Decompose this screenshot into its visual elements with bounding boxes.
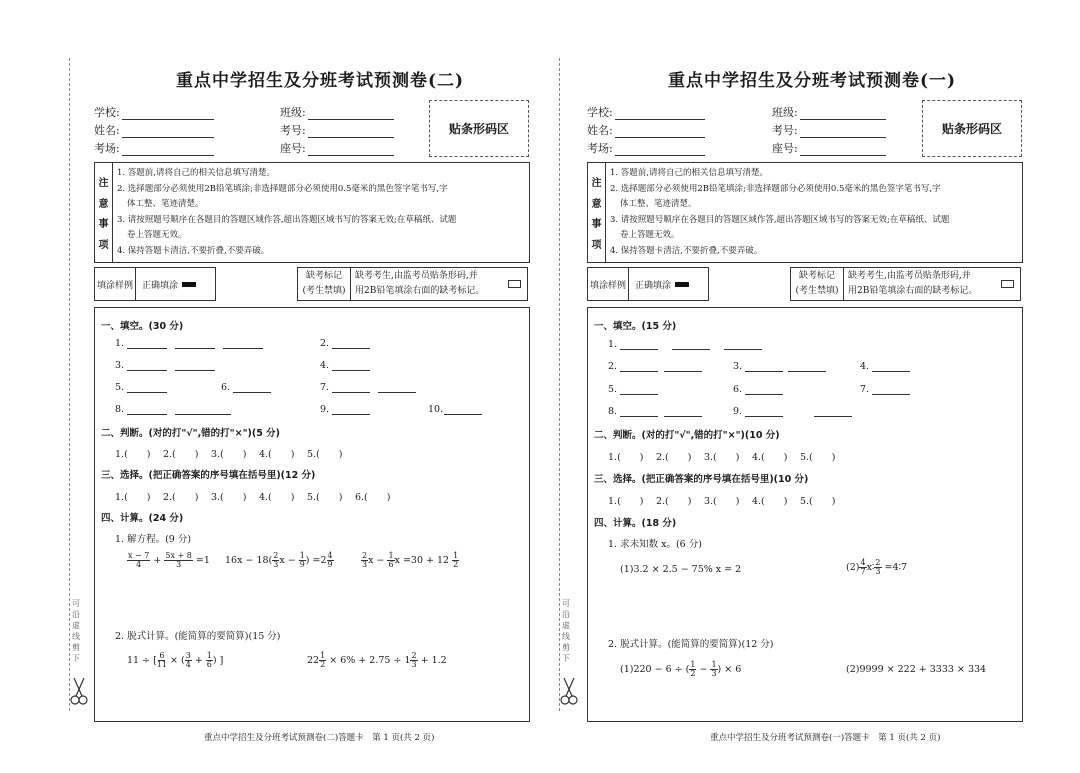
answer-area: 一、填空。(30 分) 1. 2. 3. 4. 5. 6. 7. 8. 9. 10. 二、判断。(对的打"√",错的打"×")(5 分) 1.( ) 2.( ) 3.( ) 4.( ) 5.( ) 三、选择。(把正确答案的序号填在括号里)(12 分) 1.( ) 2.( ) 3.( ) 4.( ) 5.( ) 6.( ) 四、计算。(24 分) 1. 解方程。(9 分) $\frac{x - 7}{4}$ + $\frac{5x + 8}{3}$ =1 16x − 18( $\frac{2}{3}$ x − $\frac{1}{9}$ ) =2 $\frac{4}{9}$ $\frac{2}{3}$ x − $\frac{1}{6}$ x =30 + 12 $\frac{1}{2}$ 2. 脱式计算。(能简算的要简算)(15 分) 11 ÷ [ $\frac{6}{11}$ × ( $\frac{3}{4}$ + $\frac{1}{6}$ ) ] 22 $\frac{1}{2}$ × 6% + 2.75 ÷ 1 $\frac{2}{3}$ + 1.2 bbox=[94, 307, 530, 722]
notice-box bbox=[94, 162, 530, 263]
barcode-area: 贴条形码区 bbox=[922, 100, 1022, 157]
fill-sample: 填涂样例 正确填涂 bbox=[94, 267, 216, 301]
notice-items: 1. 答题前,请将自己的相关信息填写清楚。 2. 选择题部分必须使用2B铅笔填涂;非选择题部分必须使用0.5毫米的黑色签字笔书写,字 体工整、笔迹清楚。 3. 请按照题号顺序在各题目的答题区域作答,超出答题区域书写的答案无效;在草稿纸、试题 卷上答题无效。 4. 保持答题卡清洁,不要折叠,不要弄破。 bbox=[117, 168, 457, 256]
class-field[interactable]: 班级: bbox=[772, 104, 886, 120]
equation-1: $\frac{x - 7}{4}$ + $\frac{5x + 8}{3}$ =1 bbox=[128, 551, 210, 569]
page-title: 重点中学招生及分班考试预测卷(二) bbox=[176, 71, 465, 91]
fill-sample: 填涂样例 正确填涂 bbox=[587, 267, 709, 301]
section-true-false: 二、判断。(对的打"√",错的打"×")(10 分) bbox=[594, 430, 780, 441]
calc-1: (1)220 − 6 ÷ ( $\frac{1}{2}$ − $\frac{1}{3}$ ) × 6 bbox=[620, 660, 742, 678]
notice-label: 注 意 事 项 bbox=[95, 163, 113, 262]
calc-2: 22 $\frac{1}{2}$ × 6% + 2.75 ÷ 1 $\frac{2}{3}$ + 1.2 bbox=[307, 651, 447, 669]
room-field[interactable]: 考场: bbox=[587, 140, 705, 156]
section-choice: 三、选择。(把正确答案的序号填在括号里)(12 分) bbox=[101, 470, 316, 481]
barcode-area: 贴条形码区 bbox=[429, 100, 529, 157]
equation-2: (2) $\frac{4}{7}$ x∶ $\frac{2}{3}$ =4∶7 bbox=[846, 558, 908, 576]
fill-sample-row bbox=[94, 267, 528, 301]
equation-3: $\frac{2}{3}$ x − $\frac{1}{6}$ x =30 + 12 $\frac{1}{2}$ bbox=[362, 551, 459, 569]
section-choice: 三、选择。(把正确答案的序号填在括号里)(10 分) bbox=[594, 474, 809, 485]
exam-no-field[interactable]: 考号: bbox=[280, 122, 394, 138]
equation-1: (1)3.2 × 2.5 − 75% x = 2 bbox=[620, 564, 742, 575]
filled-mark bbox=[675, 282, 689, 287]
notice-box bbox=[587, 162, 1023, 263]
answer-sheet-right bbox=[540, 0, 1080, 773]
cut-hint: 可沿虚线剪下 bbox=[562, 599, 570, 663]
page-footer: 重点中学招生及分班考试预测卷(一)答题卡 第 1 页(共 2 页) bbox=[710, 733, 941, 743]
page-title: 重点中学招生及分班考试预测卷(一) bbox=[668, 71, 957, 91]
equation-2: 16x − 18( $\frac{2}{3}$ x − $\frac{1}{9}$ ) =2 $\frac{4}{9}$ bbox=[225, 551, 333, 569]
calc-1: 11 ÷ [ $\frac{6}{11}$ × ( $\frac{3}{4}$ + $\frac{1}{6}$ ) ] bbox=[127, 651, 224, 669]
notice-items: 1. 答题前,请将自己的相关信息填写清楚。 2. 选择题部分必须使用2B铅笔填涂;非选择题部分必须使用0.5毫米的黑色签字笔书写,字 体工整、笔迹清楚。 3. 请按照题号顺序在各题目的答题区域作答,超出答题区域书写的答案无效;在草稿纸、试题 卷上答题无效。 4. 保持答题卡清洁,不要折叠,不要弄破。 bbox=[610, 168, 950, 256]
class-field[interactable]: 班级: bbox=[280, 104, 394, 120]
seat-field[interactable]: 座号: bbox=[280, 140, 394, 156]
absent-mark-box: 缺考标记 (考生禁填) 缺考考生,由监考员贴条形码,并 用2B铅笔填涂右面的缺考标记。 bbox=[297, 267, 528, 301]
name-field[interactable]: 姓名: bbox=[94, 122, 214, 138]
scissors-icon bbox=[68, 676, 90, 706]
section-calc: 四、计算。(24 分) bbox=[101, 513, 184, 524]
name-field[interactable]: 姓名: bbox=[587, 122, 705, 138]
school-field[interactable]: 学校: bbox=[94, 104, 214, 120]
answer-area: 一、填空。(15 分) 1. 2. 3. 4. 5. 6. 7. 8. 9. 二、判断。(对的打"√",错的打"×")(10 分) 1.( ) 2.( ) 3.( ) 4.( ) 5.( ) 三、选择。(把正确答案的序号填在括号里)(10 分) 1.( ) 2.( ) 3.( ) 4.( ) 5.( ) 四、计算。(18 分) 1. 求未知数 x。(6 分) (1)3.2 × 2.5 − 75% x = 2 (2) $\frac{4}{7}$ x∶ $\frac{2}{3}$ =4∶7 2. 脱式计算。(能简算的要简算)(12 分) (1)220 − 6 ÷ ( $\frac{1}{2}$ − $\frac{1}{3}$ ) × 6 (2)9999 × 222 + 3333 × 334 bbox=[587, 307, 1023, 722]
cut-hint: 可沿虚线剪下 bbox=[72, 599, 80, 663]
cut-line bbox=[69, 58, 70, 711]
scissors-icon bbox=[558, 676, 580, 706]
true-false-answers[interactable]: 1.( ) 2.( ) 3.( ) 4.( ) 5.( ) bbox=[115, 449, 343, 460]
section-true-false: 二、判断。(对的打"√",错的打"×")(5 分) bbox=[101, 428, 280, 439]
filled-mark bbox=[182, 282, 196, 287]
notice-label: 注 意 事 项 bbox=[588, 163, 606, 262]
absent-checkbox[interactable] bbox=[508, 280, 521, 288]
absent-mark-box: 缺考标记 (考生禁填) 缺考考生,由监考员贴条形码,并 用2B铅笔填涂右面的缺考标记。 bbox=[790, 267, 1021, 301]
school-field[interactable]: 学校: bbox=[587, 104, 705, 120]
section-fill-blank: 一、填空。(30 分) bbox=[101, 321, 184, 332]
exam-no-field[interactable]: 考号: bbox=[772, 122, 886, 138]
choice-answers[interactable]: 1.( ) 2.( ) 3.( ) 4.( ) 5.( ) 6.( ) bbox=[115, 492, 391, 503]
section-calc: 四、计算。(18 分) bbox=[594, 518, 677, 529]
absent-checkbox[interactable] bbox=[1001, 280, 1014, 288]
fill-sample-row bbox=[587, 267, 1021, 301]
seat-field[interactable]: 座号: bbox=[772, 140, 886, 156]
section-fill-blank: 一、填空。(15 分) bbox=[594, 321, 677, 332]
true-false-answers[interactable]: 1.( ) 2.( ) 3.( ) 4.( ) 5.( ) bbox=[608, 452, 836, 463]
cut-line bbox=[559, 58, 560, 711]
room-field[interactable]: 考场: bbox=[94, 140, 214, 156]
choice-answers[interactable]: 1.( ) 2.( ) 3.( ) 4.( ) 5.( ) bbox=[608, 496, 836, 507]
calc-2: (2)9999 × 222 + 3333 × 334 bbox=[846, 664, 987, 675]
page-footer: 重点中学招生及分班考试预测卷(二)答题卡 第 1 页(共 2 页) bbox=[204, 733, 435, 743]
